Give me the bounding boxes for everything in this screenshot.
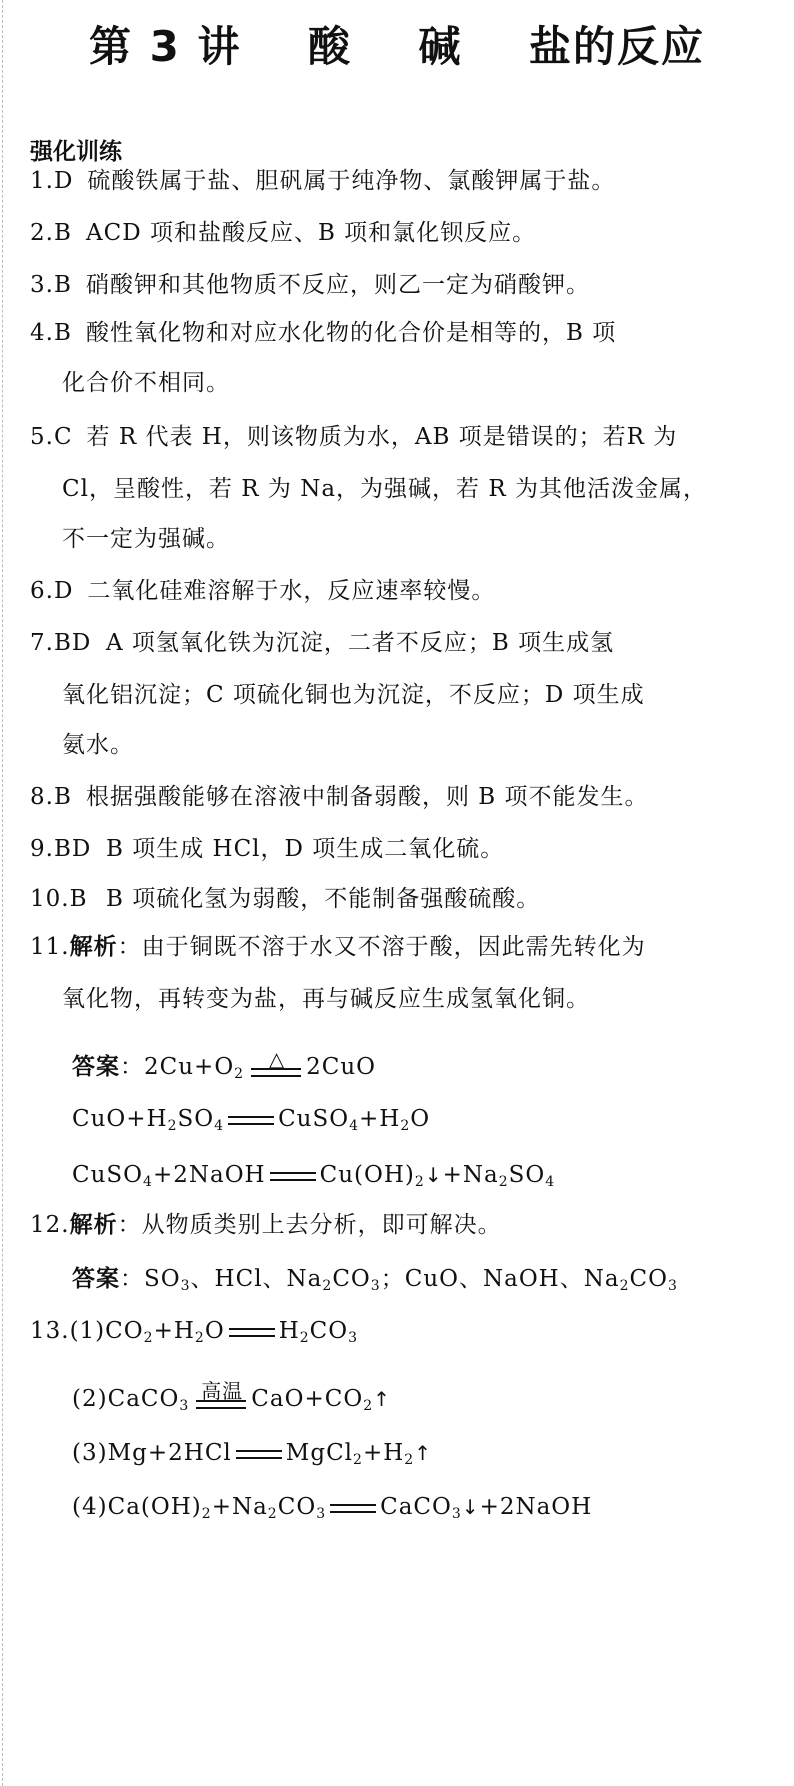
item-number: 5.C (30, 424, 73, 450)
item-number: 13. (30, 1318, 70, 1344)
item-text: 若 R 代表 H，则该物质为水，AB 项是错误的；若R 为 (86, 424, 678, 450)
equation-13-4: $(4)Ca(OH)_2+Na_2CO_3$ CaCO$_3$↓+2NaOH (72, 1494, 593, 1522)
page-title: 第 3 讲 酸 碱 盐的反应 (89, 22, 705, 71)
item-text: B 项硫化氢为弱酸，不能制备强酸硫酸。 (106, 886, 541, 912)
item-text: B 项生成 HCl，D 项生成二氧化硫。 (106, 836, 505, 862)
part-label: (1) (69, 1318, 106, 1344)
reaction-condition (247, 1047, 303, 1079)
gas-arrow-icon: ↑ (414, 1441, 432, 1465)
answer-item-4-continued: 化合价不相同。 (62, 370, 230, 396)
item-text: 二氧化硅难溶解于水，反应速率较慢。 (87, 578, 496, 604)
answer-item-5-continued: 不一定为强碱。 (62, 526, 230, 552)
answer-item-8 (30, 768, 770, 826)
answer-item-2 (30, 204, 770, 262)
page-edge-dashed-line (2, 0, 3, 1786)
equation-13-3: (3)Mg+2HCl $MgCl_2+H_2↑$ (72, 1440, 432, 1468)
analysis-label: 解析 (69, 934, 118, 960)
answer-item-5 (30, 408, 770, 466)
item-number: 4.B (30, 320, 72, 346)
analysis-label: 解析 (69, 1212, 118, 1238)
answer-label: 答案 (72, 1266, 120, 1292)
answer-item-5-continued: Cl，呈酸性，若 R 为 Na，为强碱，若 R 为其他活泼金属， (62, 476, 707, 502)
item-text: ACD 项和盐酸反应、B 项和氯化钡反应。 (86, 220, 537, 246)
item-number: 11. (30, 934, 70, 960)
section-heading: 强化训练 (30, 139, 122, 165)
precipitate-arrow-icon: ↓ (424, 1163, 443, 1187)
answer-item-7-continued: 氨水。 (62, 732, 134, 758)
answer-item-7 (30, 614, 770, 672)
equation-copper-oxidation: 答案：$2Cu+O_2$ △ 2CuO (72, 1047, 376, 1082)
heat-triangle-icon: △ (268, 1047, 286, 1071)
item-number: 3.B (30, 272, 72, 298)
part-label: (4) (72, 1494, 108, 1520)
item-text: ：由于铜既不溶于水又不溶于酸，因此需先转化为 (117, 934, 646, 960)
item-text: 根据强酸能够在溶液中制备弱酸，则 B 项不能发生。 (86, 784, 649, 810)
answer-item-6 (30, 562, 770, 620)
item-number: 10.B (30, 886, 88, 912)
item-number: 1.D (30, 168, 74, 194)
answer-item-12 (30, 1196, 770, 1254)
item-text: A 项氢氧化铁为沉淀，二者不反应；B 项生成氢 (106, 630, 615, 656)
answer-item-7-continued: 氧化铝沉淀；C 项硫化铜也为沉淀，不反应；D 项生成 (62, 682, 645, 708)
part-label: (3) (72, 1440, 108, 1466)
item-number: 7.BD (30, 630, 92, 656)
condition-high-temperature: 高温 (201, 1379, 244, 1403)
equation-13-1: $13.(1)CO_2+H_2O$ $H_2CO_3$ (30, 1318, 359, 1346)
item-text: 硝酸钾和其他物质不反应，则乙一定为硝酸钾。 (86, 272, 590, 298)
answer-item-11 (30, 918, 770, 976)
reaction-condition (192, 1379, 248, 1411)
gas-arrow-icon: ↑ (373, 1387, 391, 1411)
item-number: 6.D (30, 578, 74, 604)
answer-label: 答案 (72, 1054, 120, 1080)
item-text: 酸性氧化物和对应水化物的化合价是相等的，B 项 (86, 320, 617, 346)
answer-item-11-continued: 氧化物，再转变为盐，再与碱反应生成氢氧化铜。 (62, 986, 590, 1012)
item-number: 8.B (30, 784, 72, 810)
part-label: (2) (72, 1386, 108, 1412)
precipitate-arrow-icon: ↓ (461, 1495, 480, 1519)
answer-item-12-answer: 答案：$SO_3$、HCl、$Na_2CO_3$；CuO、NaOH、$Na_2CO_3$ (72, 1266, 678, 1294)
answer-item-1 (30, 152, 770, 210)
equation-13-2: (2)CaCO$_3$ 高温 $CaO+CO_2↑$ (72, 1379, 391, 1414)
item-number: 9.BD (30, 836, 92, 862)
item-number: 2.B (30, 220, 72, 246)
item-text: ：从物质类别上去分析，即可解决。 (117, 1212, 502, 1238)
item-text: 硫酸铁属于盐、胆矾属于纯净物、氯酸钾属于盐。 (87, 168, 616, 194)
equation-copper-sulfate-naoh: CuSO$_4$+2NaOH $Cu(OH)_2↓+Na_2SO_4$ (72, 1162, 556, 1190)
equation-copper-oxide-sulfuric-acid: $CuO+H_2SO_4$ $CuSO_4+H_2O$ (72, 1106, 431, 1134)
item-number: 12. (30, 1212, 70, 1238)
